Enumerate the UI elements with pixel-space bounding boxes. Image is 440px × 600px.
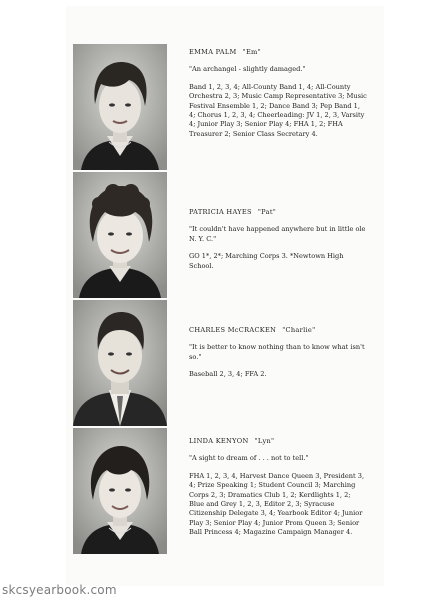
student-activities: Band 1, 2, 3, 4; All-County Band 1, 4; All-County Orchestra 2, 3; Music Camp Representative 3; Music Festival Ensemble 1, 2; Dance Band 3; Pep Band 1, 4; Chorus 1, 2, 3, 4; Cheerleading: JV 1, 2, 3, Varsity 4; Junior Play 3; Senior Play 4; FHA 1, 2; FHA Treasurer 2; Senior Class Secretary 4. (189, 82, 367, 138)
student-name: CHARLES McCRACKEN (189, 326, 277, 334)
student-nickname: "Charlie" (282, 326, 316, 334)
student-name: EMMA PALM (189, 48, 237, 56)
student-entry-linda-kenyon (189, 437, 367, 538)
student-nickname: "Pat" (257, 208, 277, 216)
student-quote: "An archangel - slightly damaged." (189, 65, 306, 74)
student-quote: "A sight to dream of . . . not to tell." (189, 454, 309, 463)
student-photo-patricia-hayes (73, 172, 167, 298)
student-name-line (189, 437, 367, 446)
student-name-line (189, 48, 367, 57)
student-nickname: "Em" (242, 48, 261, 56)
site-watermark: skcsyearbook.com (2, 583, 117, 597)
student-photo-charles-mccracken (73, 300, 167, 426)
student-entry-patricia-hayes (189, 208, 367, 271)
student-name: LINDA KENYON (189, 437, 249, 445)
student-activities: GO 1*, 2*; Marching Corps 3. *Newtown High School. (189, 252, 344, 270)
student-entry-emma-palm (189, 48, 367, 139)
student-name-line (189, 326, 367, 335)
student-quote: "It is better to know nothing than to know what isn't so." (189, 343, 365, 361)
student-photo-linda-kenyon (73, 428, 167, 554)
student-activities: Baseball 2, 3, 4; FFA 2. (189, 370, 267, 379)
student-entry-charles-mccracken (189, 326, 367, 380)
student-activities: FHA 1, 2, 3, 4, Harvest Dance Queen 3, President 3, 4; Prize Speaking 1; Student Council 3; Marching Corps 2, 3; Dramatics Club 1, 2; Kerdlights 1, 2; Blue and Grey 1, 2, 3, Editor 2, 3; Syracuse Citizenship Delegate 3, 4; Yearbook Editor 4; Junior Play 3; Senior Play 4; Junior Prom Queen 3; Senior Ball Princess 4; Magazine Campaign Manager 4. (189, 471, 365, 537)
student-name-line (189, 208, 367, 217)
student-name: PATRICIA HAYES (189, 208, 252, 216)
student-nickname: "Lyn" (254, 437, 275, 445)
student-photo-emma-palm (73, 44, 167, 170)
student-quote: "It couldn't have happened anywhere but in little ole N. Y. C." (189, 225, 366, 243)
